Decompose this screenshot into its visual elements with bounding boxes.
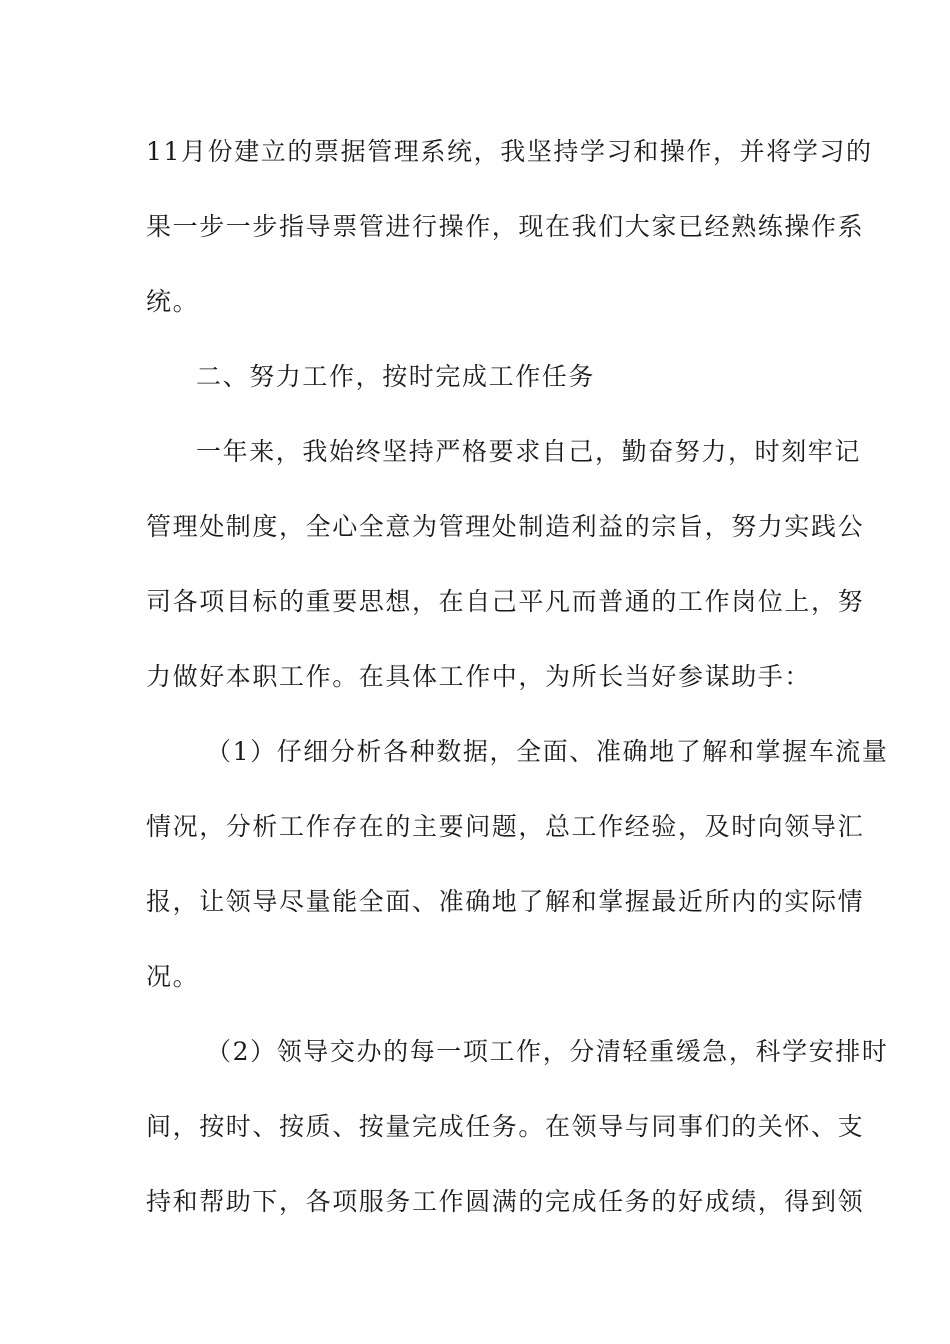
paragraph-line: 统。 bbox=[146, 287, 200, 316]
section-heading: 二、努力工作，按时完成工作任务 bbox=[196, 362, 596, 391]
paragraph-line: 果一步一步指导票管进行操作，现在我们大家已经熟练操作系 bbox=[146, 212, 865, 241]
paragraph-line: 报，让领导尽量能全面、准确地了解和掌握最近所内的实际情 bbox=[146, 887, 865, 916]
paragraph-line: 力做好本职工作。在具体工作中，为所长当好参谋助手： bbox=[146, 662, 812, 691]
paragraph-line: 持和帮助下，各项服务工作圆满的完成任务的好成绩，得到领 bbox=[146, 1187, 865, 1216]
paragraph-line: 一年来，我始终坚持严格要求自己，勤奋努力，时刻牢记 bbox=[196, 437, 862, 466]
paragraph-line: 况。 bbox=[146, 962, 200, 991]
paragraph-line: 管理处制度，全心全意为管理处制造利益的宗旨，努力实践公 bbox=[146, 512, 865, 541]
paragraph-line: 间，按时、按质、按量完成任务。在领导与同事们的关怀、支 bbox=[146, 1112, 865, 1141]
paragraph-line: 11月份建立的票据管理系统，我坚持学习和操作，并将学习的 bbox=[146, 137, 873, 166]
paragraph-line: 情况，分析工作存在的主要问题，总工作经验，及时向领导汇 bbox=[146, 812, 865, 841]
list-item-line: （2）领导交办的每一项工作，分清轻重缓急，科学安排时 bbox=[206, 1037, 889, 1066]
paragraph-line: 司各项目标的重要思想，在自己平凡而普通的工作岗位上，努 bbox=[146, 587, 865, 616]
list-item-line: （1）仔细分析各种数据，全面、准确地了解和掌握车流量 bbox=[206, 737, 889, 766]
